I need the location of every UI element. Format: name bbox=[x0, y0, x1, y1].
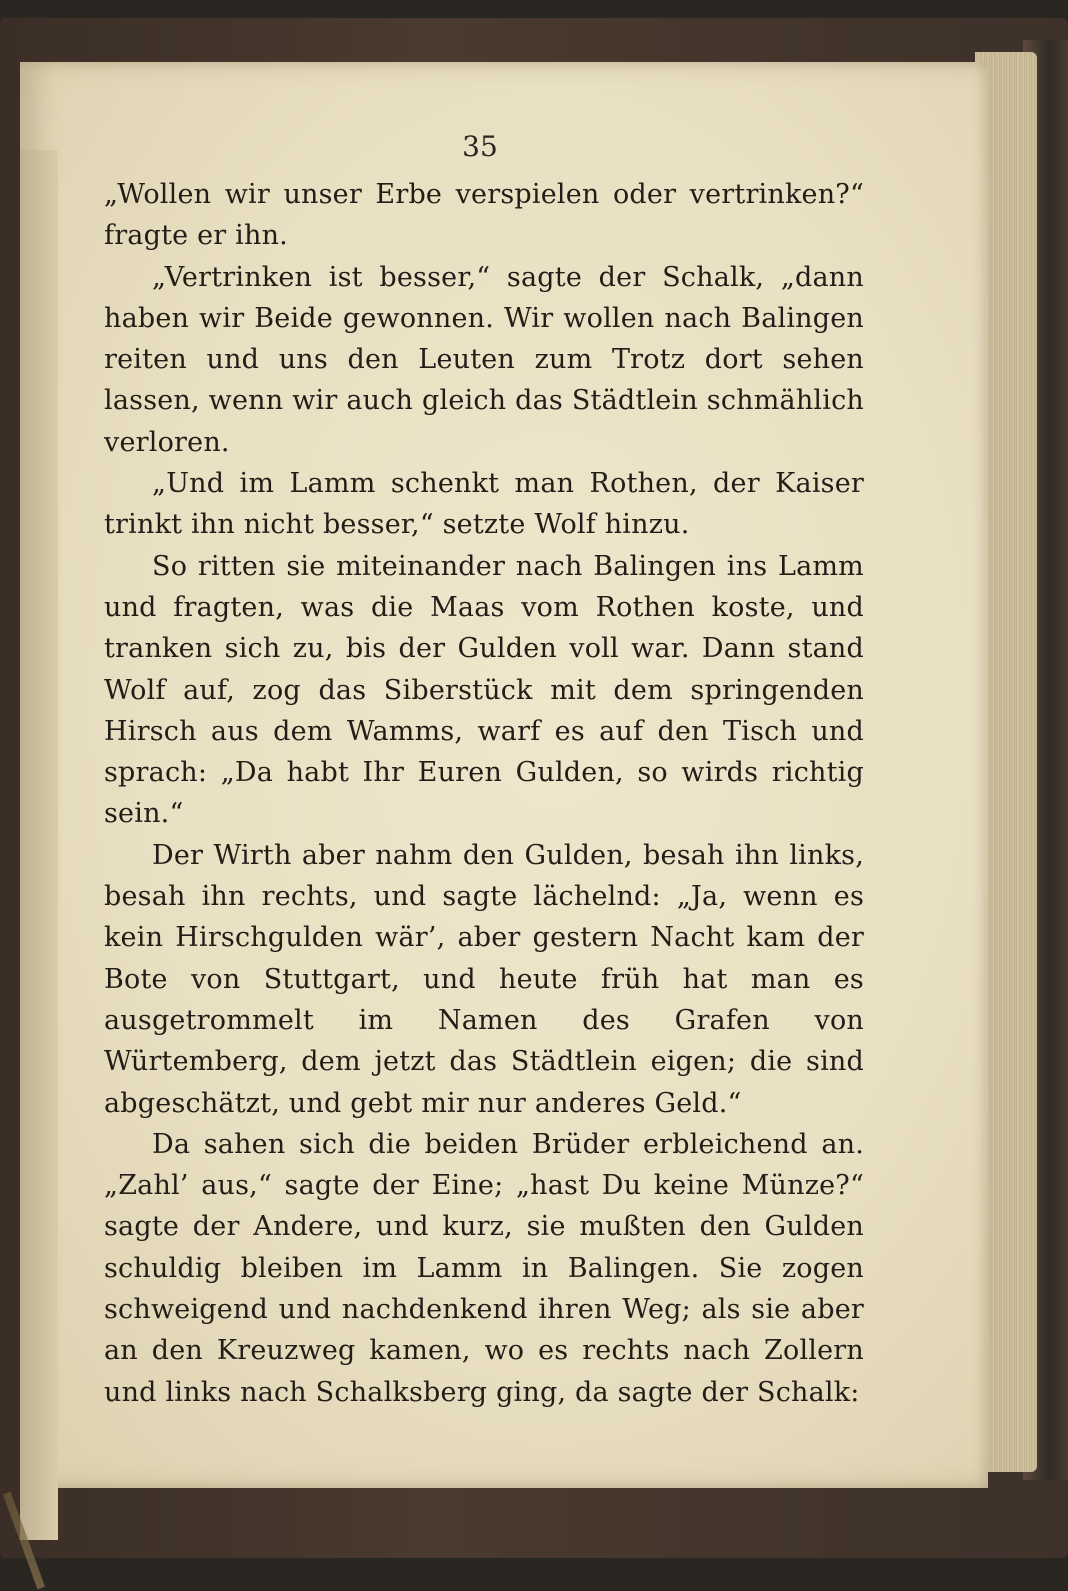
book-page bbox=[20, 62, 988, 1488]
paragraph: Der Wirth aber nahm den Gulden, besah ihn links, besah ihn rechts, und sagte lächelnd: „Ja, wenn es kein Hirschgulden wär’, aber gestern Nacht kam der Bote von Stuttgart, und heute früh hat man es ausgetrommelt im Namen des Grafen von Würtemberg, dem jetzt das Städtlein eigen; die sind abgeschätzt, und gebt mir nur anderes Geld.“ bbox=[104, 839, 864, 1119]
paragraph: Da sahen sich die beiden Brüder erbleichend an. „Zahl’ aus,“ sagte der Eine; „hast Du keine Münze?“ sagte der Andere, und kurz, sie mußten den Gulden schuldig bleiben im Lamm in Balingen. Sie zogen schweigend und nachdenkend ihren Weg; als sie aber an den Kreuzweg kamen, wo es rechts nach Zollern und links nach Schalksberg ging, da sagte der Schalk: bbox=[104, 1128, 864, 1408]
paragraph: „Vertrinken ist besser,“ sagte der Schalk, „dann haben wir Beide gewonnen. Wir wollen nach Balingen reiten und uns den Leuten zum Trotz dort sehen lassen, wenn wir auch gleich das Städtlein schmählich verloren. bbox=[104, 261, 864, 458]
page-text bbox=[104, 174, 864, 1413]
paragraph: „Und im Lamm schenkt man Rothen, der Kaiser trinkt ihn nicht besser,“ setzte Wolf hinzu. bbox=[104, 468, 864, 541]
paragraph: „Wollen wir unser Erbe verspielen oder vertrinken?“ fragte er ihn. bbox=[104, 179, 864, 252]
page-gutter bbox=[20, 150, 58, 1540]
page-number: 35 bbox=[462, 130, 498, 163]
paragraph: So ritten sie miteinander nach Balingen ins Lamm und fragten, was die Maas vom Rothen koste, und tranken sich zu, bis der Gulden voll war. Dann stand Wolf auf, zog das Siberstück mit dem springenden Hirsch aus dem Wamms, warf es auf den Tisch und sprach: „Da habt Ihr Euren Gulden, so wirds richtig sein.“ bbox=[104, 550, 864, 830]
